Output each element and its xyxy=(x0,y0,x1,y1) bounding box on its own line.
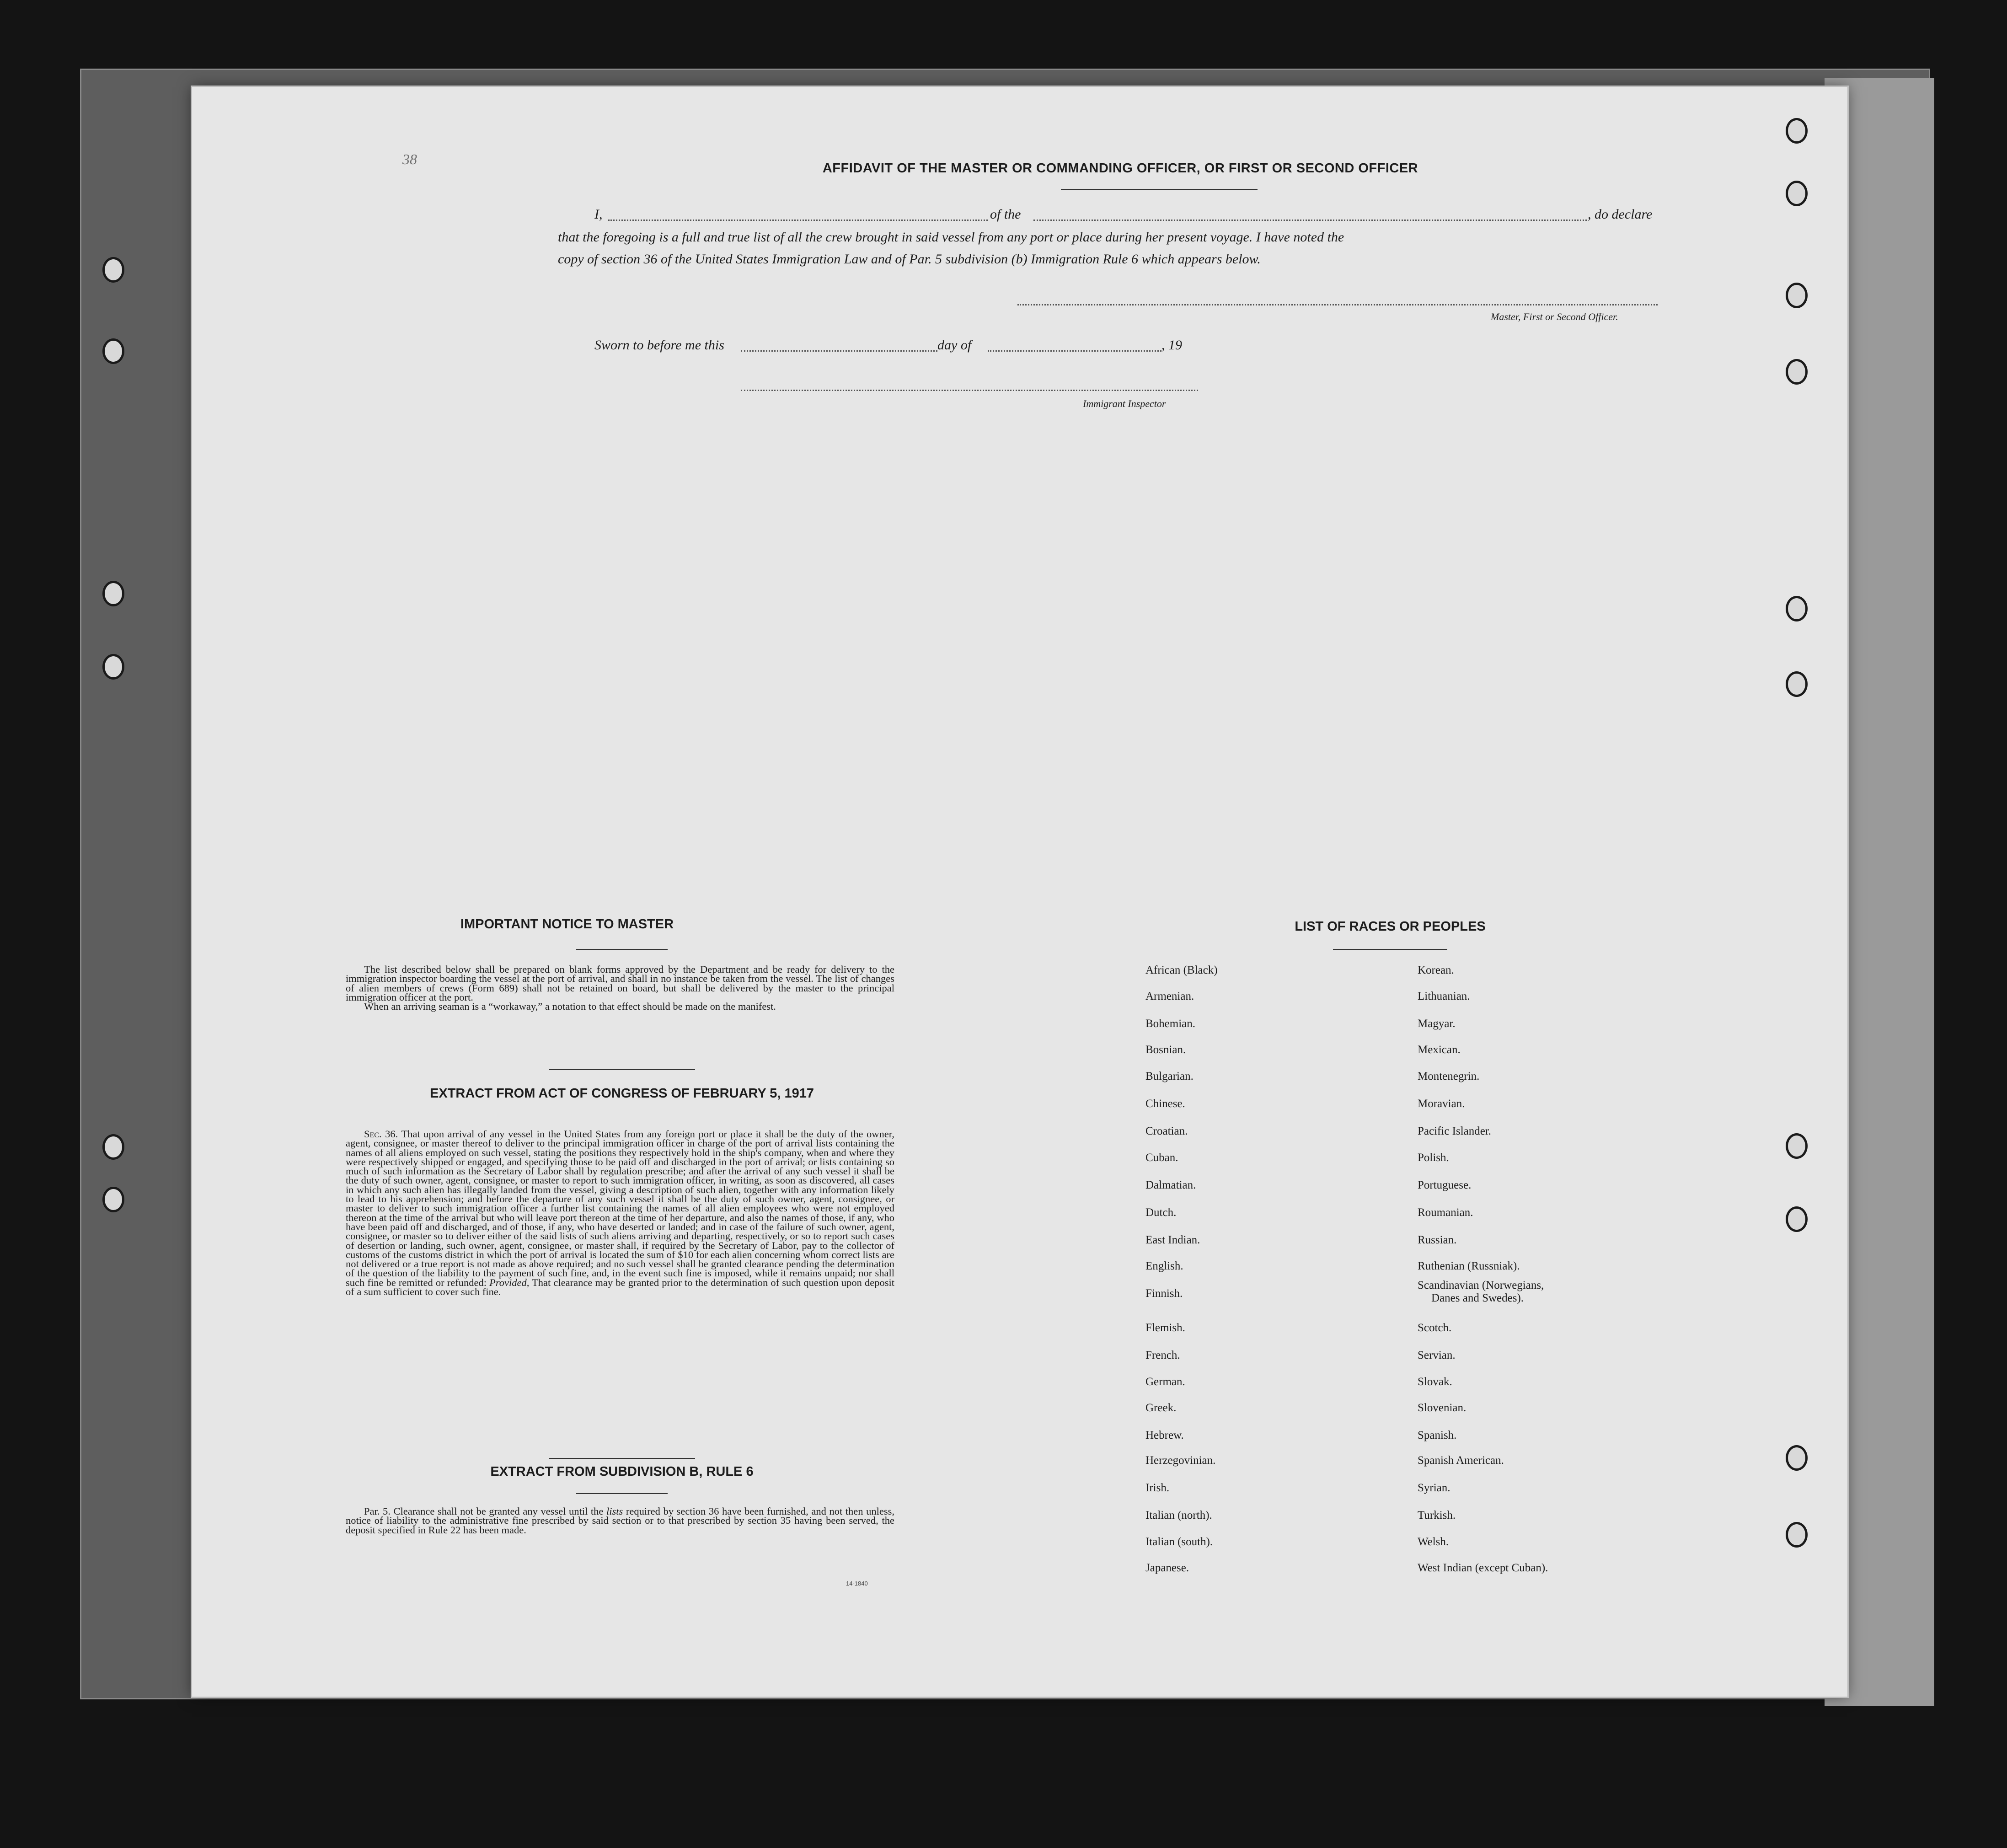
race-item: Portuguese. xyxy=(1418,1179,1472,1191)
lists-word: lists xyxy=(606,1505,623,1517)
rule-underline xyxy=(576,1493,668,1494)
affidavit-line-3: copy of section 36 of the United States Immigration Law and of Par. 5 subdivision (b) Immigration Rule 6 which appears below. xyxy=(558,252,1261,267)
race-item: Dalmatian. xyxy=(1145,1179,1196,1191)
notice-paragraph-2: When an arriving seaman is a “workaway,” a notation to that effect should be made on the manifest. xyxy=(364,1001,776,1012)
race-item: Chinese. xyxy=(1145,1098,1185,1110)
punch-hole xyxy=(102,1134,124,1160)
rule-text-after: required by section 36 have been furnished, and not then unless, notice of liability to the administrative fine prescribed by said section or to that prescribed by section 35 having been served, the deposit specified in Rule 22 has been made. xyxy=(346,1505,895,1536)
punch-hole xyxy=(1786,1445,1808,1471)
punch-hole xyxy=(102,1187,124,1212)
race-item: Greek. xyxy=(1145,1402,1177,1414)
affidavit-do-declare: , do declare xyxy=(1588,207,1653,222)
race-item: Bohemian. xyxy=(1145,1018,1196,1030)
year-prefix: , 19 xyxy=(1161,337,1182,353)
sworn-before: Sworn to before me this xyxy=(594,337,724,353)
race-item: Scotch. xyxy=(1418,1322,1452,1334)
race-item: East Indian. xyxy=(1145,1234,1200,1246)
races-underline xyxy=(1333,949,1447,950)
race-item: Flemish. xyxy=(1145,1322,1185,1334)
race-item: Polish. xyxy=(1418,1152,1449,1164)
race-item: Cuban. xyxy=(1145,1152,1178,1164)
race-item: Bosnian. xyxy=(1145,1044,1186,1056)
race-item: Bulgarian. xyxy=(1145,1070,1193,1082)
race-item: Herzegovinian. xyxy=(1145,1454,1216,1467)
race-item: Welsh. xyxy=(1418,1536,1449,1548)
race-item: Japanese. xyxy=(1145,1562,1189,1574)
race-item: Finnish. xyxy=(1145,1287,1183,1300)
race-item: Turkish. xyxy=(1418,1509,1456,1521)
punch-hole xyxy=(102,654,124,680)
day-of-label: day of xyxy=(937,337,972,353)
punch-hole xyxy=(1786,596,1808,621)
race-item: German. xyxy=(1145,1376,1185,1388)
name-blank xyxy=(608,220,988,221)
notice-separator xyxy=(549,1069,695,1070)
race-item: Irish. xyxy=(1145,1482,1170,1494)
race-item: Italian (south). xyxy=(1145,1536,1213,1548)
race-item: Croatian. xyxy=(1145,1125,1188,1137)
extract-rule-body xyxy=(346,1507,894,1535)
punch-hole xyxy=(1786,283,1808,308)
race-item: Moravian. xyxy=(1418,1098,1465,1110)
affidavit-title: AFFIDAVIT OF THE MASTER OR COMMANDING OFFICER, OR FIRST OR SECOND OFFICER xyxy=(822,161,1418,176)
race-item: Armenian. xyxy=(1145,990,1194,1002)
master-signature-blank xyxy=(1017,304,1658,305)
race-item: Slovenian. xyxy=(1418,1402,1466,1414)
title-underline xyxy=(1061,189,1258,190)
race-item: Dutch. xyxy=(1145,1206,1177,1219)
punch-hole xyxy=(1786,181,1808,206)
race-item: Ruthenian (Russniak). xyxy=(1418,1260,1520,1272)
race-item: Italian (north). xyxy=(1145,1509,1212,1521)
rule-text-before: Par. 5. Clearance shall not be granted any vessel until the xyxy=(364,1505,604,1517)
punch-hole xyxy=(1786,359,1808,385)
race-item: English. xyxy=(1145,1260,1183,1272)
day-blank xyxy=(741,350,937,352)
rule-separator xyxy=(549,1458,695,1459)
provided-text: That clearance may be granted prior to the determination of such question upon deposit of a sum sufficient to cover such fine. xyxy=(346,1276,895,1298)
section-label: Sec. 36. xyxy=(364,1128,398,1140)
race-item: Russian. xyxy=(1418,1234,1457,1246)
race-item: African (Black) xyxy=(1145,964,1218,976)
race-item: Roumanian. xyxy=(1418,1206,1473,1219)
race-item: Scandinavian (Norwegians, Danes and Swedes). xyxy=(1418,1279,1544,1304)
affidavit-line-2: that the foregoing is a full and true list of all the crew brought in said vessel from any port or place during her present voyage. I have noted the xyxy=(558,230,1344,245)
race-item: Spanish. xyxy=(1418,1429,1457,1441)
punch-hole xyxy=(102,257,124,283)
race-item: Pacific Islander. xyxy=(1418,1125,1492,1137)
race-item: Montenegrin. xyxy=(1418,1070,1480,1082)
race-item: Mexican. xyxy=(1418,1044,1461,1056)
race-item: Korean. xyxy=(1418,964,1454,976)
punch-hole xyxy=(102,338,124,364)
sheet-mark: 38 xyxy=(402,151,417,167)
affidavit-label-I: I, xyxy=(594,207,603,222)
race-item: Magyar. xyxy=(1418,1018,1456,1030)
notice-paragraph-1: The list described below shall be prepared on blank forms approved by the Department and be ready for delivery to the immigration inspector boarding the vessel at the port of arrival, and shall in no instance be taken from the vessel. The list of changes of alien members of crews (Form 689) shall not be retained on board, but shall be delivered by the master to the principal immigration officer at the port. xyxy=(346,964,894,1003)
extract-act-body xyxy=(346,1130,894,1296)
race-item: West Indian (except Cuban). xyxy=(1418,1562,1548,1574)
punch-hole xyxy=(1786,1522,1808,1548)
punch-hole xyxy=(102,581,124,606)
month-blank xyxy=(988,350,1161,352)
race-item: Hebrew. xyxy=(1145,1429,1184,1441)
race-item: Servian. xyxy=(1418,1349,1456,1361)
race-item: Spanish American. xyxy=(1418,1454,1504,1467)
punch-hole xyxy=(1786,671,1808,697)
punch-hole xyxy=(1786,1133,1808,1159)
vessel-blank xyxy=(1033,220,1587,221)
race-item: Slovak. xyxy=(1418,1376,1452,1388)
affidavit-label-of-the: of the xyxy=(990,207,1021,222)
inspector-caption: Immigrant Inspector xyxy=(1083,398,1166,409)
document-page xyxy=(192,87,1847,1697)
races-title: LIST OF RACES OR PEOPLES xyxy=(1295,919,1486,934)
master-caption: Master, First or Second Officer. xyxy=(1491,311,1618,322)
race-item-continuation: Danes and Swedes). xyxy=(1431,1292,1524,1304)
extract-act-title: EXTRACT FROM ACT OF CONGRESS OF FEBRUARY 5, 1917 xyxy=(429,1086,814,1101)
inspector-signature-blank xyxy=(741,390,1198,391)
notice-underline xyxy=(576,949,668,950)
notice-body xyxy=(346,965,894,1011)
race-item: Syrian. xyxy=(1418,1482,1450,1494)
race-item: French. xyxy=(1145,1349,1180,1361)
punch-hole xyxy=(1786,118,1808,144)
form-number: 14-1840 xyxy=(846,1580,868,1587)
section-36-text: That upon arrival of any vessel in the United States from any foreign port or place it shall be the duty of the owner, agent, consignee, or master thereof to deliver to the principal immigration officer in charge of the port of arrival lists containing the names of all aliens employed on such vessel, stating the positions they respectively hold in the ship's company, when and where they were respectively shipped or engaged, and specifying those to be paid off and discharged in the port of arrival; or lists containing so much of such information as the Secretary of Labor shall by regulation prescribe; and after the arrival of any such vessel it shall be the duty of such owner, agent, consignee, or master to report to such immigration officer, in writing, as soon as discovered, all cases in which any such alien has illegally landed from the vessel, giving a description of such alien, together with any information likely to lead to his apprehension; and before the departure of any such vessel it shall be the duty of such owner, agent, consignee, or master to deliver to such immigration officer a further list containing the names of all alien employees who were not employed thereon at the time of the arrival but who will leave port thereon at the time of her departure, and also the names of those, if any, who have been paid off and discharged, and of those, if any, who have deserted or landed; and in case of the failure of such owner, agent, consignee, or master so to deliver either of the said lists of such aliens arriving and departing, respectively, or so to report such cases of desertion or landing, such owner, agent, consignee, or master shall, if required by the Secretary of Labor, pay to the collector of customs of the customs district in which the port of arrival is located the sum of $10 for each alien concerning whom correct lists are not delivered or a true report is not made as above required; and no such vessel shall be granted clearance pending the determination of the question of the liability to the payment of such fine, and, in the event such fine is imposed, while it remains unpaid; nor shall such fine be remitted or refunded: xyxy=(346,1128,894,1288)
extract-rule-title: EXTRACT FROM SUBDIVISION B, RULE 6 xyxy=(490,1464,754,1479)
punch-hole xyxy=(1786,1206,1808,1232)
race-item: Lithuanian. xyxy=(1418,990,1470,1002)
notice-title: IMPORTANT NOTICE TO MASTER xyxy=(460,917,674,932)
provided-label: Provided, xyxy=(489,1276,530,1288)
